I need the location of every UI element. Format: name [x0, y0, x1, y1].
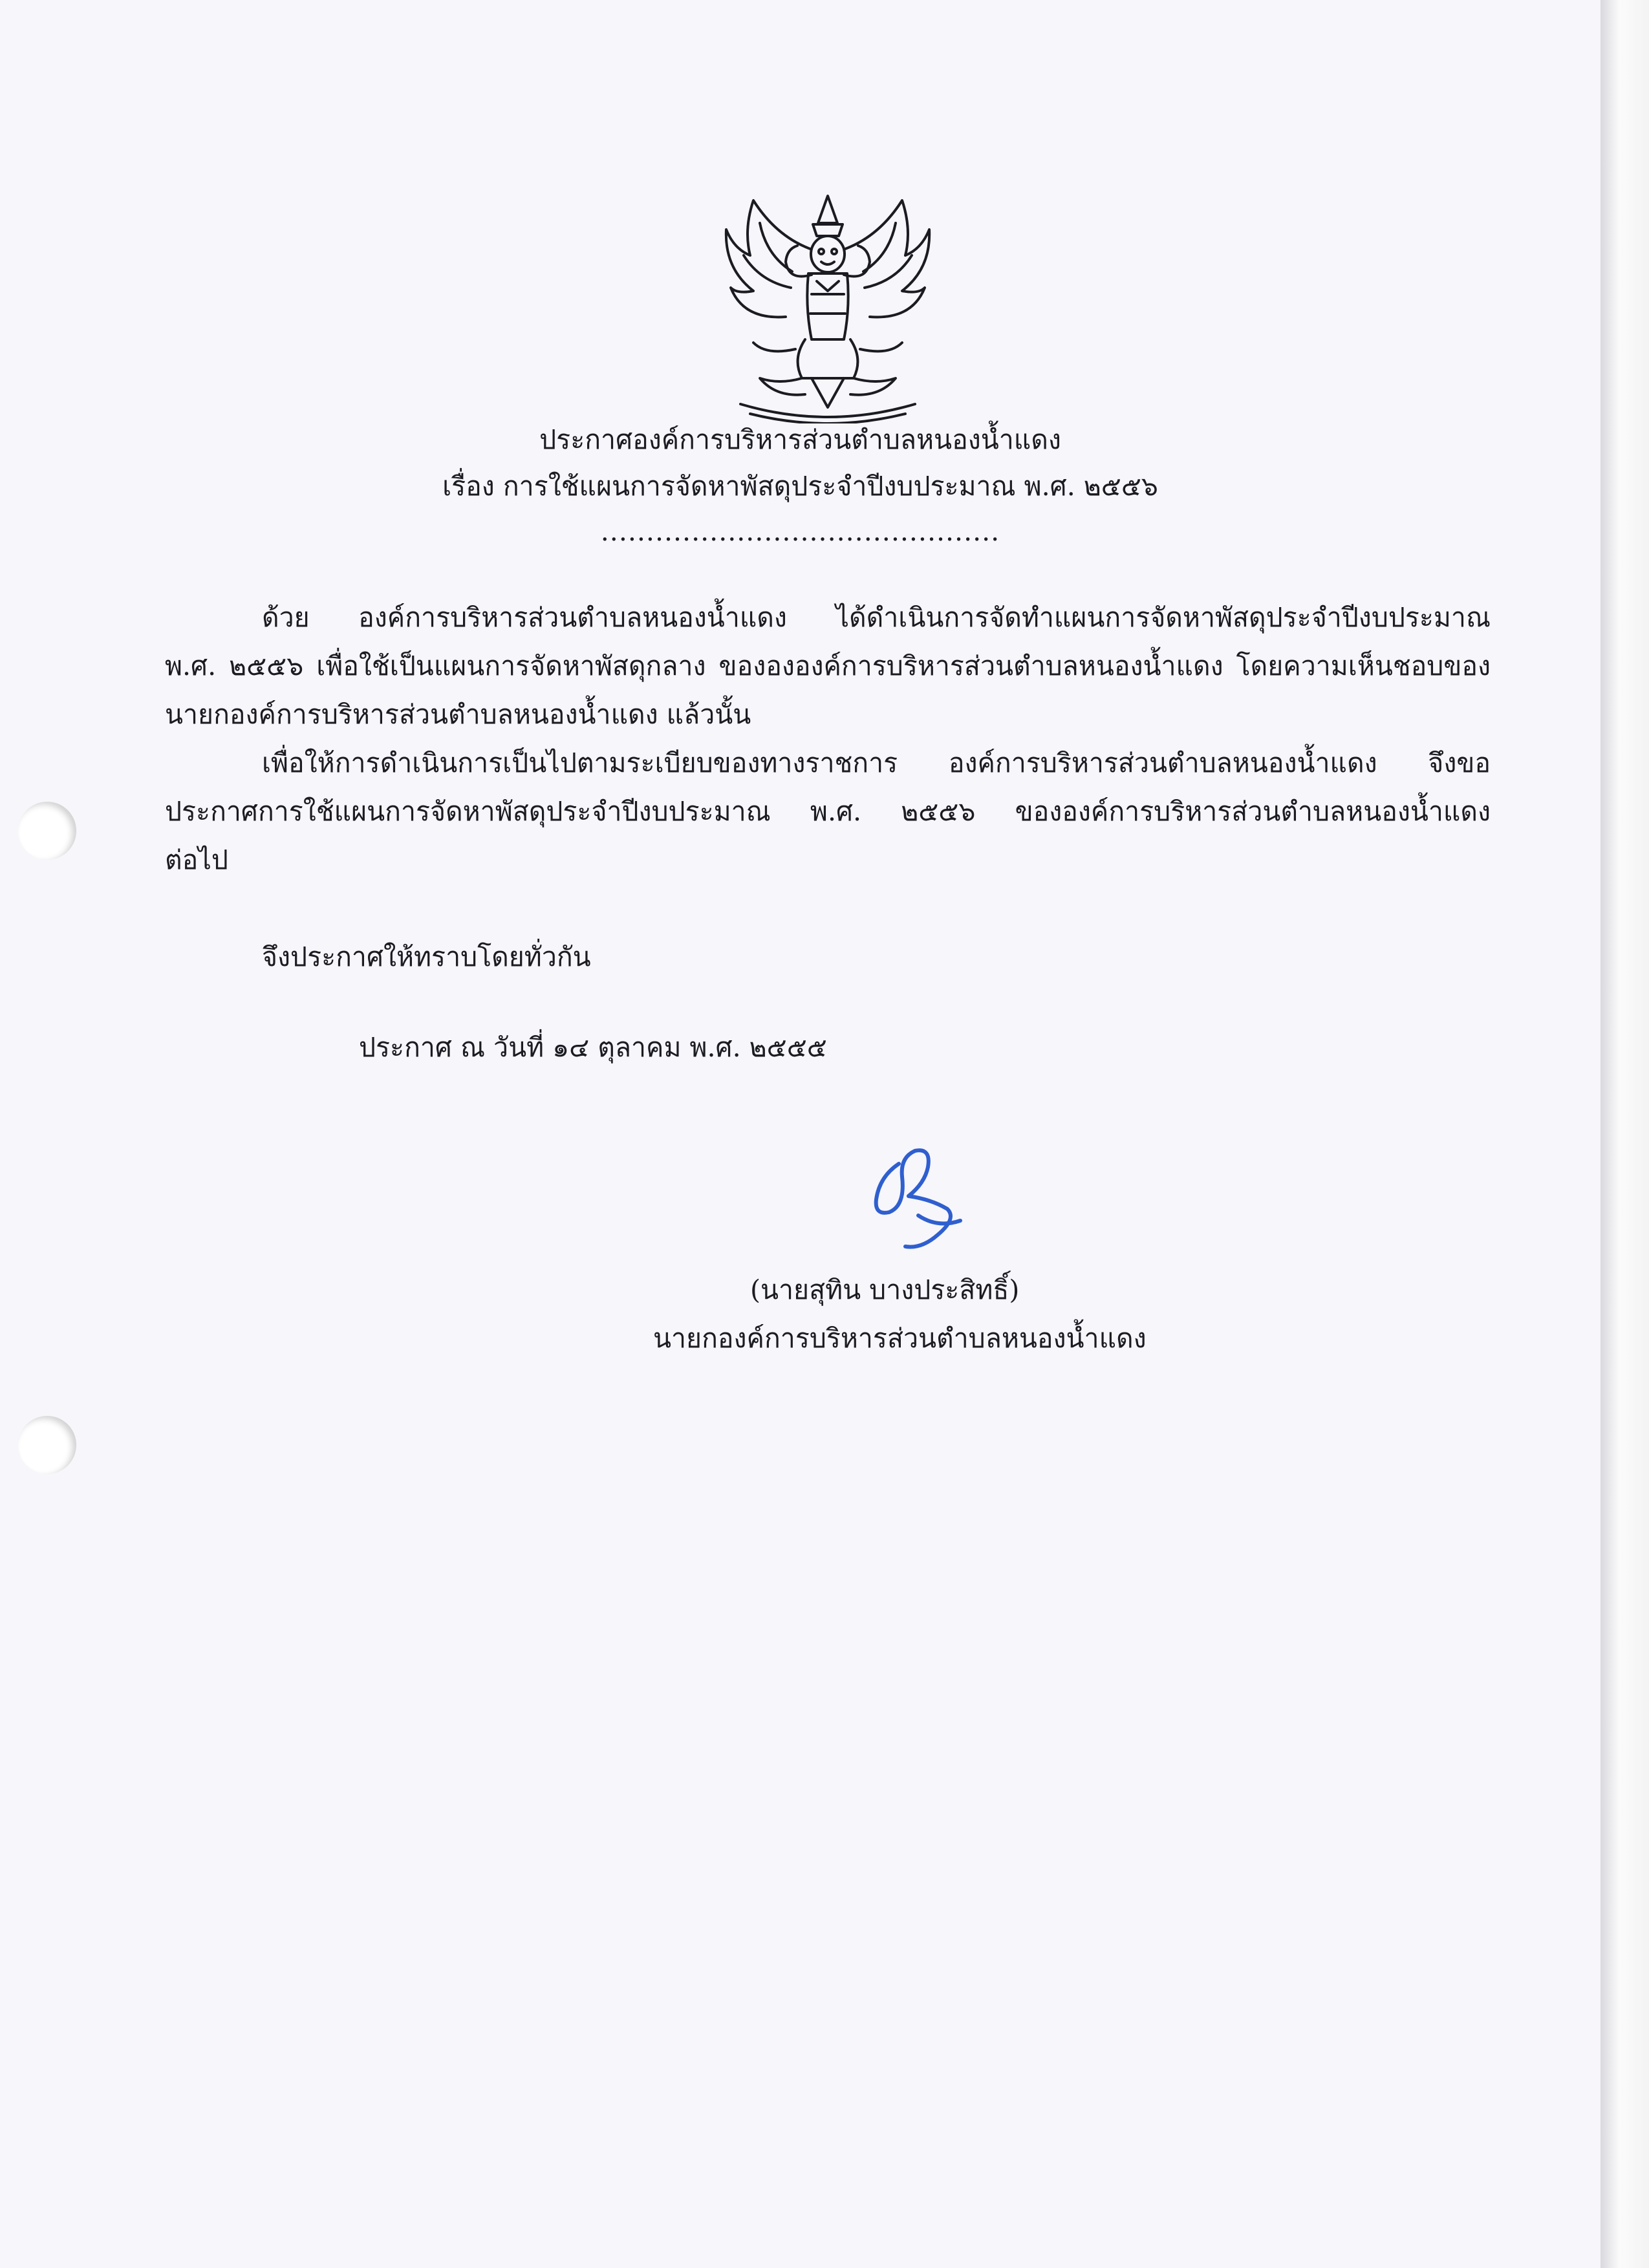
paragraph-1-line-1: ด้วย องค์การบริหารส่วนตำบลหนองน้ำแดง ได้ดำเนินการจัดทำแผนการจัดหาพัสดุประจำปีงบประมาณ — [262, 602, 1491, 633]
signature-mark-icon — [860, 1138, 976, 1261]
paragraph-2-line-3: ต่อไป — [165, 844, 228, 875]
announcement-title: ประกาศองค์การบริหารส่วนตำบลหนองน้ำแดง — [539, 424, 1061, 455]
garuda-emblem-icon — [715, 184, 941, 423]
closing-statement: จึงประกาศให้ทราบโดยทั่วกัน — [262, 941, 591, 972]
page-edge — [1600, 0, 1649, 2268]
paragraph-2-line-2: ประกาศการใช้แผนการจัดหาพัสดุประจำปีงบประมาณ พ.ศ. ๒๕๕๖ ขององค์การบริหารส่วนตำบลหนองน้ำแดง — [165, 796, 1491, 827]
paragraph-1-line-2: พ.ศ. ๒๕๕๖ เพื่อใช้เป็นแผนการจัดหาพัสดุกลาง ของององค์การบริหารส่วนตำบลหนองน้ำแดง โดยความเห็นชอบของ — [165, 650, 1491, 681]
announcement-date: ประกาศ ณ วันที่ ๑๔ ตุลาคม พ.ศ. ๒๕๕๕ — [359, 1032, 827, 1063]
punch-hole-top — [18, 802, 76, 860]
punch-hole-bottom — [18, 1416, 76, 1474]
title-separator: ............................................ — [600, 516, 1000, 547]
paragraph-1-line-3: นายกองค์การบริหารส่วนตำบลหนองน้ำแดง แล้วนั้น — [165, 699, 751, 730]
signatory-name: (นายสุทิน บางประสิทธิ์) — [750, 1274, 1020, 1305]
signatory-position: นายกองค์การบริหารส่วนตำบลหนองน้ำแดง — [653, 1323, 1147, 1354]
announcement-subject: เรื่อง การใช้แผนการจัดหาพัสดุประจำปีงบประมาณ พ.ศ. ๒๕๕๖ — [442, 471, 1158, 502]
paragraph-2-line-1: เพื่อให้การดำเนินการเป็นไปตามระเบียบของทางราชการ องค์การบริหารส่วนตำบลหนองน้ำแดง จึงขอ — [262, 747, 1491, 778]
